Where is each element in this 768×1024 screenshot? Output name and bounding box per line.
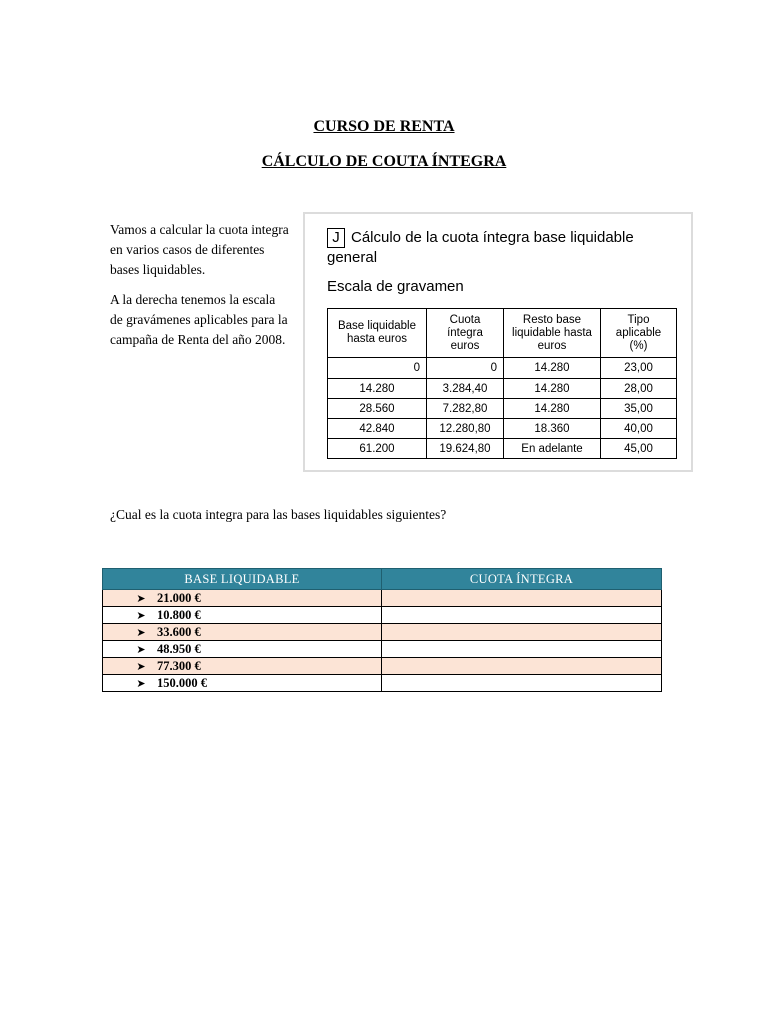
answers-header-cuota: CUOTA ÍNTEGRA	[382, 569, 662, 590]
answers-table	[102, 568, 662, 692]
cuota-cell[interactable]	[382, 607, 662, 624]
scale-row	[328, 399, 677, 419]
scale-cell: 40,00	[601, 419, 677, 439]
page-subtitle: CÁLCULO DE COUTA ÍNTEGRA	[261, 153, 507, 170]
scale-cell: 14.280	[504, 399, 601, 419]
cuota-cell[interactable]	[382, 675, 662, 692]
scale-cell: 28,00	[601, 379, 677, 399]
answers-header-base: BASE LIQUIDABLE	[103, 569, 382, 590]
figure-letter-box: J	[327, 228, 345, 248]
base-value: 33.600 €	[157, 624, 201, 639]
base-value: 10.800 €	[157, 607, 201, 622]
cuota-cell[interactable]	[382, 590, 662, 607]
base-value: 21.000 €	[157, 590, 201, 605]
tax-scale-figure	[303, 212, 693, 472]
question-text: ¿Cual es la cuota integra para las bases liquidables siguientes?	[110, 507, 447, 522]
scale-cell: 61.200	[328, 439, 427, 459]
answer-row	[103, 607, 662, 624]
answer-row	[103, 590, 662, 607]
answer-row	[103, 658, 662, 675]
scale-cell: 3.284,40	[427, 379, 504, 399]
base-cell	[103, 590, 382, 607]
intro-paragraph-1: Vamos a calcular la cuota integra en varios casos de diferentes bases liquidables.	[110, 222, 289, 277]
intro-text	[110, 220, 290, 360]
cuota-cell[interactable]	[382, 658, 662, 675]
base-value: 77.300 €	[157, 658, 201, 673]
scale-cell: 12.280,80	[427, 419, 504, 439]
scale-cell: 14.280	[328, 379, 427, 399]
scale-cell: 18.360	[504, 419, 601, 439]
scale-row	[328, 379, 677, 399]
figure-heading	[327, 228, 677, 268]
scale-col-header: Tipo aplicable (%)	[601, 309, 677, 358]
arrowhead-bullet-icon: ➤	[136, 591, 146, 605]
scale-row	[328, 439, 677, 459]
scale-cell: 23,00	[601, 358, 677, 379]
arrowhead-bullet-icon: ➤	[136, 676, 146, 690]
base-value: 48.950 €	[157, 641, 201, 656]
answer-row	[103, 624, 662, 641]
base-cell	[103, 607, 382, 624]
figure-subheading: Escala de gravamen	[327, 278, 464, 295]
scale-cell: 42.840	[328, 419, 427, 439]
scale-cell: 45,00	[601, 439, 677, 459]
base-cell	[103, 658, 382, 675]
arrowhead-bullet-icon: ➤	[136, 625, 146, 639]
scale-col-header: Base liquidable hasta euros	[328, 309, 427, 358]
arrowhead-bullet-icon: ➤	[136, 659, 146, 673]
tax-scale-table	[327, 308, 677, 459]
answer-row	[103, 641, 662, 658]
scale-cell: 14.280	[504, 379, 601, 399]
base-cell	[103, 624, 382, 641]
answer-row	[103, 675, 662, 692]
scale-row	[328, 419, 677, 439]
arrowhead-bullet-icon: ➤	[136, 642, 146, 656]
scale-col-header: Resto base liquidable hasta euros	[504, 309, 601, 358]
scale-cell: 7.282,80	[427, 399, 504, 419]
scale-cell: 28.560	[328, 399, 427, 419]
scale-cell: 0	[328, 358, 427, 379]
scale-row	[328, 358, 677, 379]
base-value: 150.000 €	[157, 675, 207, 690]
scale-cell: 19.624,80	[427, 439, 504, 459]
intro-paragraph-2: A la derecha tenemos la escala de gravámenes aplicables para la campaña de Renta del año 2008.	[110, 292, 288, 347]
cuota-cell[interactable]	[382, 641, 662, 658]
scale-col-header: Cuota íntegra euros	[427, 309, 504, 358]
scale-cell: 14.280	[504, 358, 601, 379]
base-cell	[103, 675, 382, 692]
page-title: CURSO DE RENTA	[313, 118, 455, 135]
arrowhead-bullet-icon: ➤	[136, 608, 146, 622]
scale-cell: En adelante	[504, 439, 601, 459]
scale-cell: 0	[427, 358, 504, 379]
figure-heading-text: Cálculo de la cuota íntegra base liquidable general	[327, 229, 634, 266]
scale-cell: 35,00	[601, 399, 677, 419]
base-cell	[103, 641, 382, 658]
cuota-cell[interactable]	[382, 624, 662, 641]
